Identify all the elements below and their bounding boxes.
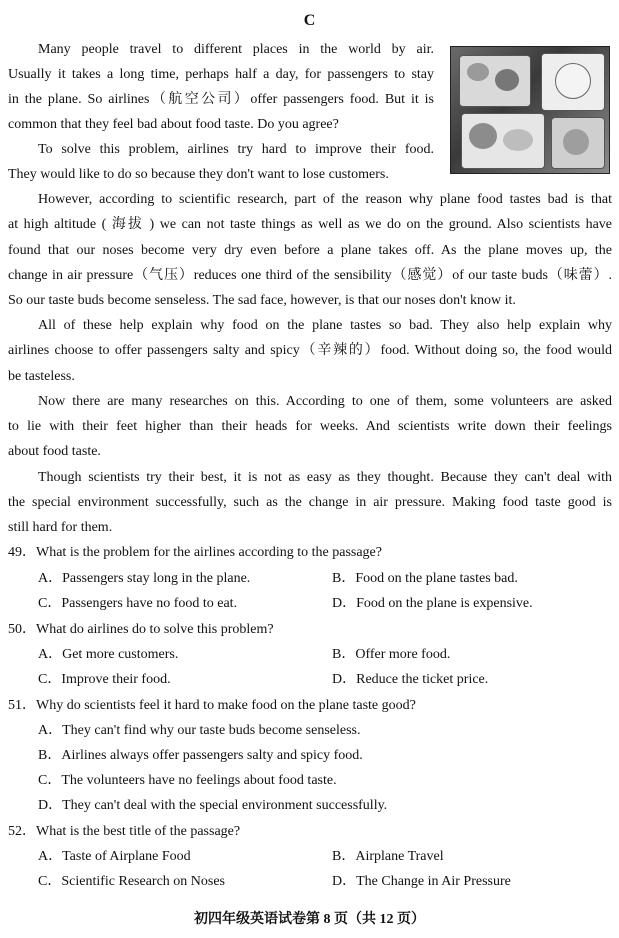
question-52-option-c[interactable]: C．Scientific Research on Noses	[38, 874, 226, 889]
airplane-meal-photo	[450, 46, 610, 174]
question-49-option-a[interactable]: A．Passengers stay long in the plane.	[38, 571, 251, 586]
passage-line: be tasteless.	[8, 369, 75, 384]
passage-line: However, according to scientific research, part of the reason why plane food tastes bad is that	[38, 192, 612, 207]
question-50-option-a[interactable]: A．Get more customers.	[38, 647, 179, 662]
question-50-option-b[interactable]: B．Offer more food.	[332, 647, 451, 662]
page-footer: 初四年级英语试卷第 8 页（共 12 页）	[194, 912, 425, 927]
passage-line: at high altitude ( 海拔 ) we can not taste things as well as we do on the ground. Also scientists have	[8, 217, 612, 232]
passage-line: Though scientists try their best, it is not as easy as they thought. Because they can't deal with	[38, 470, 612, 485]
passage-line: common that they feel bad about food taste. Do you agree?	[8, 117, 339, 132]
question-51-option-c[interactable]: C．The volunteers have no feelings about food taste.	[38, 773, 337, 788]
passage-line: Many people travel to different places in the world by air.	[38, 42, 434, 57]
question-50-option-d[interactable]: D．Reduce the ticket price.	[332, 672, 489, 687]
question-49-stem: 49．What is the problem for the airlines according to the passage?	[8, 545, 382, 560]
question-50-stem: 50．What do airlines do to solve this problem?	[8, 622, 274, 637]
passage-line: Usually it takes a long time, perhaps half a day, for passengers to stay	[8, 67, 434, 82]
passage-line: the special environment successfully, such as the change in air pressure. Making food taste good is	[8, 495, 612, 510]
question-49-option-b[interactable]: B．Food on the plane tastes bad.	[332, 571, 518, 586]
passage-line: They would like to do so because they don't want to lose customers.	[8, 167, 389, 182]
passage-line: All of these help explain why food on the plane tastes so bad. They also help explain why	[38, 318, 612, 333]
passage-line: So our taste buds become senseless. The sad face, however, is that our noses don't know it.	[8, 293, 516, 308]
question-52-option-b[interactable]: B．Airplane Travel	[332, 849, 444, 864]
question-51-option-d[interactable]: D．They can't deal with the special environment successfully.	[38, 798, 388, 813]
question-50-option-c[interactable]: C．Improve their food.	[38, 672, 171, 687]
passage-line: in the plane. So airlines（航空公司）offer passengers food. But it is	[8, 92, 434, 107]
section-title: C	[303, 12, 316, 29]
question-52-stem: 52．What is the best title of the passage?	[8, 824, 241, 839]
question-51-option-a[interactable]: A．They can't find why our taste buds become senseless.	[38, 723, 361, 738]
question-52-option-d[interactable]: D．The Change in Air Pressure	[332, 874, 511, 889]
passage-line: change in air pressure（气压）reduces one third of the sensibility（感觉）of our taste buds（味蕾）.	[8, 268, 612, 283]
question-51-stem: 51．Why do scientists feel it hard to make food on the plane taste good?	[8, 698, 416, 713]
passage-line: still hard for them.	[8, 520, 113, 535]
passage-line: airlines choose to offer passengers salty and spicy（辛辣的）food. Without doing so, the food would	[8, 343, 612, 358]
question-51-option-b[interactable]: B．Airlines always offer passengers salty and spicy food.	[38, 748, 363, 763]
passage-line: about food taste.	[8, 444, 101, 459]
question-52-option-a[interactable]: A．Taste of Airplane Food	[38, 849, 191, 864]
passage-line: Now there are many researches on this. According to one of them, some volunteers are asked	[38, 394, 612, 409]
passage-line: to lie with their feet higher than their heads for weeks. And scientists write down their feelings	[8, 419, 612, 434]
passage-line: found that our noses become very dry even before a plane takes off. As the plane moves up, the	[8, 243, 612, 258]
passage-line: To solve this problem, airlines try hard to improve their food.	[38, 142, 434, 157]
question-49-option-d[interactable]: D．Food on the plane is expensive.	[332, 596, 533, 611]
question-49-option-c[interactable]: C．Passengers have no food to eat.	[38, 596, 238, 611]
